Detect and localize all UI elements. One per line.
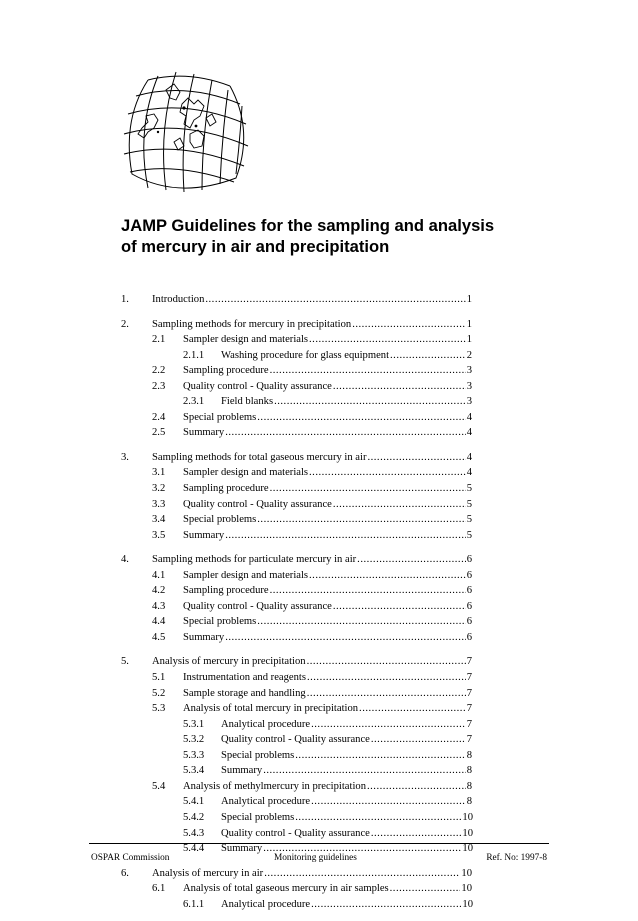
- toc-entry-page: 1: [466, 334, 472, 346]
- toc-entry-number: 2.: [121, 318, 129, 330]
- toc-entry[interactable]: [0, 686, 638, 702]
- toc-leader-dots: [270, 583, 466, 599]
- toc-entry-page: 8: [466, 796, 472, 808]
- toc-entry-page: 6: [466, 600, 472, 612]
- toc-leader-dots: [309, 332, 466, 348]
- toc-entry[interactable]: [0, 599, 638, 615]
- toc-entry-label: Special problems: [221, 749, 295, 761]
- toc-entry-number: 5.3.3: [183, 749, 205, 761]
- toc-entry[interactable]: [0, 363, 638, 379]
- toc-section: [0, 654, 638, 856]
- toc-entry-number: 3.: [121, 451, 129, 463]
- toc-entry[interactable]: [0, 748, 638, 764]
- toc-leader-dots: [367, 779, 466, 795]
- toc-entry-line: [183, 568, 472, 584]
- toc-entry-line: [183, 465, 472, 481]
- toc-entry-label: Analysis of total mercury in precipitation: [183, 703, 359, 715]
- toc-entry[interactable]: [0, 394, 638, 410]
- toc-leader-dots: [257, 512, 465, 528]
- toc-entry[interactable]: [0, 481, 638, 497]
- toc-section: [0, 552, 638, 645]
- toc-entry-number: 5.4.2: [183, 811, 205, 823]
- toc-entry[interactable]: [0, 717, 638, 733]
- toc-entry-number: 5.2: [152, 687, 166, 699]
- toc-entry-line: [183, 686, 472, 702]
- toc-leader-dots: [359, 701, 466, 717]
- toc-leader-dots: [311, 794, 466, 810]
- toc-entry-line: [183, 779, 472, 795]
- toc-entry-line: [152, 654, 472, 670]
- toc-leader-dots: [309, 568, 466, 584]
- toc-leader-dots: [295, 810, 461, 826]
- toc-entry-label: Summary: [183, 529, 225, 541]
- document-title: [121, 215, 541, 257]
- toc-entry-label: Analysis of mercury in precipitation: [152, 656, 306, 668]
- toc-entry-number: 1.: [121, 294, 129, 305]
- toc-entry-label: Special problems: [183, 616, 257, 628]
- toc-entry-label: Sampling procedure: [183, 365, 269, 377]
- toc-entry-line: [183, 630, 472, 646]
- toc-entry[interactable]: [0, 826, 638, 842]
- toc-section: [0, 317, 638, 441]
- toc-entry-page: 7: [466, 703, 472, 715]
- toc-entry-label: Quality control - Quality assurance: [221, 734, 370, 746]
- toc-entry-page: 4: [466, 467, 472, 479]
- toc-entry[interactable]: [0, 568, 638, 584]
- toc-entry-page: 4: [466, 411, 472, 423]
- toc-entry-line: [183, 332, 472, 348]
- toc-leader-dots: [352, 317, 466, 333]
- toc-entry-page: 1: [466, 318, 472, 330]
- toc-entry-page: 5: [466, 498, 472, 510]
- footer-organisation: OSPAR Commission: [91, 853, 170, 863]
- toc-entry-line: [183, 528, 472, 544]
- toc-entry-page: 4: [466, 427, 472, 439]
- toc-entry-page: 10: [462, 898, 473, 910]
- toc-entry-page: 3: [466, 365, 472, 377]
- toc-entry-number: 2.1.1: [183, 349, 205, 361]
- footer-reference: Ref. No: 1997-8: [486, 853, 547, 863]
- toc-entry-label: Analysis of methylmercury in precipitation: [183, 780, 366, 792]
- title-line-1: JAMP Guidelines for the sampling and analysis: [121, 216, 495, 235]
- toc-entry-page: 3: [466, 380, 472, 392]
- toc-entry[interactable]: [0, 763, 638, 779]
- toc-leader-dots: [311, 897, 461, 913]
- toc-entry-line: [221, 826, 473, 842]
- toc-entry-page: 7: [466, 718, 472, 730]
- toc-leader-dots: [225, 630, 466, 646]
- toc-entry-line: [221, 732, 472, 748]
- toc-entry-page: 6: [466, 569, 472, 581]
- toc-entry-label: Sample storage and handling: [183, 687, 306, 699]
- toc-entry-line: [183, 410, 472, 426]
- toc-entry-line: [152, 317, 472, 333]
- toc-entry-label: Special problems: [183, 514, 257, 526]
- toc-leader-dots: [307, 670, 466, 686]
- toc-entry-number: 2.1: [152, 334, 166, 346]
- toc-entry-page: 7: [466, 734, 472, 746]
- toc-entry-label: Sampling methods for total gaseous mercury in air: [152, 451, 367, 463]
- toc-entry[interactable]: [0, 630, 638, 646]
- toc-entry[interactable]: [0, 512, 638, 528]
- toc-entry-page: 6: [466, 554, 472, 566]
- toc-entry-line: [152, 552, 472, 568]
- toc-entry-number: 5.4.1: [183, 796, 205, 808]
- toc-entry-page: 10: [462, 827, 473, 839]
- toc-entry-label: Analytical procedure: [221, 796, 311, 808]
- toc-entry-number: 5.3.2: [183, 734, 205, 746]
- toc-leader-dots: [311, 717, 466, 733]
- toc-entry-number: 6.1.1: [183, 898, 205, 910]
- toc-entry-page: 4: [466, 451, 472, 463]
- toc-entry-line: [152, 450, 472, 466]
- toc-entry[interactable]: [0, 317, 638, 333]
- toc-entry-number: 4.1: [152, 569, 166, 581]
- toc-entry-number: 5.3: [152, 703, 166, 715]
- globe-grid-logo: [118, 70, 252, 194]
- toc-entry-page: 6: [466, 616, 472, 628]
- toc-entry-page: 7: [466, 687, 472, 699]
- toc-entry-label: Sampling procedure: [183, 483, 269, 495]
- toc-entry-number: 4.2: [152, 585, 166, 597]
- toc-entry-number: 3.3: [152, 498, 166, 510]
- toc-entry-page: 8: [466, 780, 472, 792]
- toc-entry-number: 5.3.4: [183, 765, 205, 777]
- toc-entry-page: 10: [462, 811, 473, 823]
- toc-leader-dots: [270, 481, 466, 497]
- toc-entry-label: Quality control - Quality assurance: [221, 827, 370, 839]
- toc-entry-number: 4.3: [152, 600, 166, 612]
- toc-entry-number: 6.: [121, 867, 129, 879]
- toc-entry-line: [183, 881, 472, 897]
- toc-entry[interactable]: [0, 779, 638, 795]
- toc-entry-page: 2: [466, 349, 472, 361]
- toc-leader-dots: [390, 881, 461, 897]
- toc-entry-line: [221, 794, 472, 810]
- footer-divider: [89, 843, 549, 844]
- toc-leader-dots: [367, 450, 465, 466]
- toc-leader-dots: [257, 614, 465, 630]
- toc-entry-line: [183, 614, 472, 630]
- table-of-contents: [0, 292, 638, 921]
- toc-entry-line: [183, 379, 472, 395]
- toc-entry-number: 2.5: [152, 427, 166, 439]
- toc-entry[interactable]: [0, 425, 638, 441]
- toc-leader-dots: [333, 599, 466, 615]
- toc-entry[interactable]: [0, 497, 638, 513]
- toc-entry-line: [221, 810, 473, 826]
- toc-entry[interactable]: [0, 614, 638, 630]
- toc-entry-number: 2.4: [152, 411, 166, 423]
- toc-entry[interactable]: [0, 552, 638, 568]
- toc-entry-line: [221, 348, 472, 364]
- toc-entry[interactable]: [0, 670, 638, 686]
- toc-entry[interactable]: [0, 701, 638, 717]
- toc-entry[interactable]: [0, 410, 638, 426]
- toc-entry-page: 5: [466, 514, 472, 526]
- toc-entry-label: Quality control - Quality assurance: [183, 380, 332, 392]
- toc-entry[interactable]: [0, 583, 638, 599]
- toc-entry-number: 5.4.4: [183, 843, 205, 855]
- toc-entry[interactable]: [0, 654, 638, 670]
- toc-entry-number: 2.3.1: [183, 396, 205, 408]
- toc-leader-dots: [307, 686, 466, 702]
- toc-entry-label: Field blanks: [221, 396, 274, 408]
- toc-leader-dots: [270, 363, 466, 379]
- toc-entry-label: Analysis of total gaseous mercury in air samples: [183, 883, 389, 895]
- toc-entry-line: [183, 701, 472, 717]
- toc-entry-line: [183, 599, 472, 615]
- toc-entry-line: [183, 670, 472, 686]
- toc-leader-dots: [371, 826, 462, 842]
- toc-entry-label: Analytical procedure: [221, 718, 311, 730]
- toc-leader-dots: [225, 528, 466, 544]
- toc-entry-number: 2.2: [152, 365, 166, 377]
- toc-entry-number: 5.: [121, 656, 129, 668]
- toc-entry-page: 6: [466, 631, 472, 643]
- toc-entry-line: [183, 481, 472, 497]
- toc-entry-number: 5.3.1: [183, 718, 205, 730]
- toc-entry-label: Sampling methods for particulate mercury in air: [152, 554, 357, 566]
- toc-entry-line: [183, 497, 472, 513]
- footer-series: Monitoring guidelines: [274, 853, 357, 863]
- toc-entry-label: Analytical procedure: [221, 898, 311, 910]
- toc-entry-label: Sampler design and materials: [183, 467, 309, 479]
- toc-entry-page: 10: [461, 867, 472, 879]
- toc-entry-number: 3.5: [152, 529, 166, 541]
- toc-entry-label: Quality control - Quality assurance: [183, 600, 332, 612]
- toc-entry-number: 4.4: [152, 616, 166, 628]
- toc-entry-label: Sampling procedure: [183, 585, 269, 597]
- toc-entry-page: 8: [466, 765, 472, 777]
- toc-entry-label: Sampling methods for mercury in precipitation: [152, 318, 352, 330]
- toc-entry-label: Summary: [221, 843, 263, 855]
- toc-entry-page: 7: [466, 672, 472, 684]
- toc-entry-label: Instrumentation and reagents: [183, 672, 306, 684]
- toc-section: [0, 866, 638, 913]
- toc-entry-label: Sampler design and materials: [183, 569, 309, 581]
- toc-entry-number: 2.3: [152, 380, 166, 392]
- toc-entry[interactable]: [0, 794, 638, 810]
- toc-leader-dots: [257, 410, 465, 426]
- toc-entry-number: 5.4: [152, 780, 166, 792]
- toc-leader-dots: [274, 394, 466, 410]
- toc-entry-page: 7: [466, 656, 472, 668]
- toc-entry-page: 6: [466, 585, 472, 597]
- toc-entry-line: [221, 748, 472, 764]
- toc-entry-number: 3.4: [152, 514, 166, 526]
- toc-entry-label: Washing procedure for glass equipment: [221, 349, 390, 361]
- toc-leader-dots: [309, 465, 466, 481]
- toc-entry[interactable]: [0, 348, 638, 364]
- title-line-2: of mercury in air and precipitation: [121, 237, 390, 256]
- toc-entry-page: 1: [466, 294, 472, 305]
- toc-entry-page: 5: [466, 483, 472, 495]
- toc-section: [0, 292, 638, 308]
- toc-entry-line: [183, 583, 472, 599]
- toc-entry-line: [183, 363, 472, 379]
- toc-leader-dots: [264, 866, 460, 882]
- toc-entry-line: [152, 292, 472, 308]
- toc-entry-label: Special problems: [183, 411, 257, 423]
- toc-entry-number: 3.2: [152, 483, 166, 495]
- toc-entry-label: Analysis of mercury in air: [152, 867, 264, 879]
- toc-entry-page: 5: [466, 529, 472, 541]
- toc-entry-line: [152, 866, 472, 882]
- toc-entry-page: 10: [461, 883, 472, 895]
- toc-entry[interactable]: [0, 881, 638, 897]
- toc-entry-line: [221, 717, 472, 733]
- toc-entry-number: 3.1: [152, 467, 166, 479]
- toc-entry-label: Summary: [183, 631, 225, 643]
- toc-leader-dots: [333, 497, 466, 513]
- toc-entry-page: 3: [466, 396, 472, 408]
- toc-leader-dots: [333, 379, 466, 395]
- toc-entry[interactable]: [0, 732, 638, 748]
- toc-entry-label: Summary: [221, 765, 263, 777]
- toc-entry-line: [221, 394, 472, 410]
- toc-entry[interactable]: [0, 332, 638, 348]
- toc-entry-number: 6.1: [152, 883, 166, 895]
- toc-entry[interactable]: [0, 450, 638, 466]
- toc-entry-line: [221, 897, 473, 913]
- toc-leader-dots: [205, 292, 465, 308]
- toc-leader-dots: [307, 654, 466, 670]
- toc-entry[interactable]: [0, 465, 638, 481]
- toc-entry[interactable]: [0, 810, 638, 826]
- toc-entry-number: 4.: [121, 554, 129, 566]
- toc-entry-line: [183, 425, 472, 441]
- toc-entry-number: 5.4.3: [183, 827, 205, 839]
- toc-leader-dots: [225, 425, 466, 441]
- toc-entry[interactable]: [0, 292, 638, 308]
- toc-leader-dots: [371, 732, 466, 748]
- toc-leader-dots: [263, 763, 466, 779]
- toc-entry-page: 8: [466, 749, 472, 761]
- toc-entry-label: Summary: [183, 427, 225, 439]
- toc-entry[interactable]: [0, 897, 638, 913]
- toc-leader-dots: [357, 552, 466, 568]
- toc-entry-page: 10: [462, 843, 473, 855]
- toc-entry-line: [183, 512, 472, 528]
- toc-leader-dots: [295, 748, 465, 764]
- toc-entry-label: Sampler design and materials: [183, 334, 309, 346]
- toc-leader-dots: [390, 348, 466, 364]
- toc-entry-label: Quality control - Quality assurance: [183, 498, 332, 510]
- toc-entry-number: 4.5: [152, 631, 166, 643]
- toc-entry-line: [221, 763, 472, 779]
- toc-entry[interactable]: [0, 379, 638, 395]
- toc-section: [0, 450, 638, 543]
- toc-entry-label: Introduction: [152, 294, 205, 305]
- toc-entry-number: 5.1: [152, 672, 166, 684]
- toc-entry[interactable]: [0, 866, 638, 882]
- toc-entry-label: Special problems: [221, 811, 295, 823]
- toc-entry[interactable]: [0, 528, 638, 544]
